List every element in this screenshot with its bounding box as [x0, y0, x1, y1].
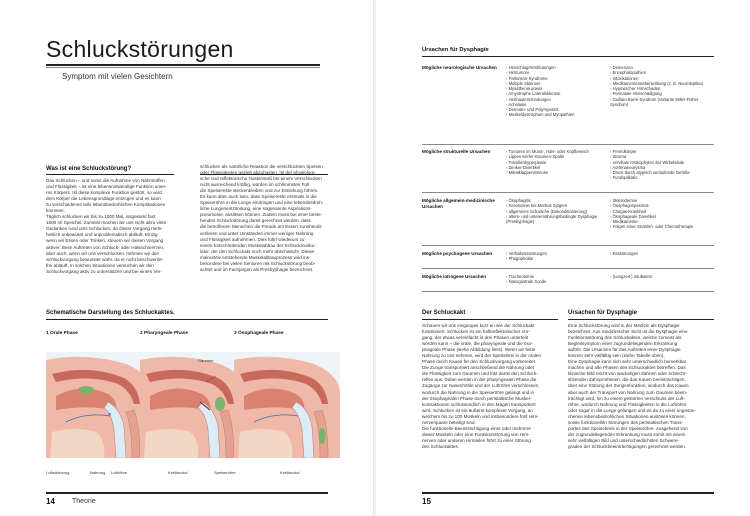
table-cause-item: › alters- und unterernährungsbedingte Dysphagie (Presbyphagie) — [506, 214, 606, 225]
table-cause-item: › Chagas-Krankheit — [610, 209, 714, 214]
body-column-1: Das Schlucken – und somit die Aufnahme von Nährstoffen und Flüssigkeit – ist eine lebensnotwendige Funktion unse- res Körpers. Ist diese komplexe Funktion gestört, so wird dem Körper die Lebensgrundlage entzogen und es kann zu verschiedenen teils lebensbedrohlichen Komplikationen kommen. Täglich schlucken wir bis zu 1000 Mal, insgesamt fast 1500 ml Speichel. Zumeist machen wir uns nicht allzu viele Gedanken rund ums Schlucken, da dieser Vorgang mehr- heitlich unbewusst und unproblematisch abläuft. Einzig wenn wir Essen oder Trinken, steuern wir diesen Vorgang aktiver. Beim Auftreten von Schluck- oder Halsschmerzen, aber auch, wenn wir uns verschlucken, nehmen wir den Schluckvorgang bewusster wahr, da er nicht beschwerde- frei abläuft. In solchen Situationen versuchen wir den Schluckvorgang aktiv zu unterstützen und bei einem Ver- — [46, 178, 167, 274]
table-cause-item: › Hirnschlag/Hirnblutungen — [506, 65, 606, 70]
table-row-causes-right — [610, 198, 714, 230]
table-cause-item: › Verhaltensstörungen — [506, 251, 606, 256]
schluckakt-rule — [422, 319, 558, 320]
table-cause-item: › Intoxikationen — [610, 76, 714, 81]
figure-heading: Schematische Darstellung des Schluckaktes. — [46, 310, 175, 316]
table-row-causes-left — [506, 198, 606, 224]
table-cause-item: › Amyotrophe Lateralsklerose — [506, 91, 606, 96]
table-row — [422, 147, 714, 193]
table-cause-item: › Aortenaneurysma — [610, 165, 714, 170]
table-cause-item: › Muskeldystrophien und Myopathien — [506, 112, 606, 117]
table-cause-item: › Folgen einer Strahlen- oder Chemotherapie — [610, 224, 714, 229]
table-cause-item: › Hirnhautentzündungen — [506, 97, 606, 102]
table-cause-item: › Zenker-Divertikel — [506, 165, 606, 170]
table-row-causes-left — [506, 274, 606, 285]
table-cause-item: › Tracheotomie — [506, 274, 606, 279]
ursachen-text: Eine Schluckstörung wird in der Medizin als Dysphagie bezeichnet. Aus medizinischer Sicht ist die Dysphagie eine Funktionsstörung des Schluckaktes, welche zumeist als Begleitsymptom einer zugrundeliegenden Erkrankung auftritt. Die Ursachen für das Auftreten einer Dysphagie können sehr vielfältig sein (siehe Tabelle oben). Eine Dysphagie kann sich sehr unterschiedlich bemerkbar machen und alle Phasen des Schluckaktes betreffen. Das klinische Bild reicht von wackeligen Zähnen oder schlecht- sitzenden Zahnprothesen, die das Kauen beeinträchtigen; über eine Störung der Zungenfunktion, wodurch das Kauen aber auch der Transport von Nahrung zum Gaumen beein- trächtigt wird, hin zu einem gestörten Verschluss der Luft- röhre, wodurch Nahrung und Flüssigkeiten in die Luftröhre oder sogar in die Lunge gelangen und es da zu einer ungesün- chenen lebensbedrohlichen Situationen auslösen können, sowie funktionellen Störungen des peristaltischen Trans- portes des Speisebreis in der Speiseröhre. Ausgehend von der zugrundeliegenden Erkrankung muss somit mit einem sehr vielfältigen Bild und unterschiedlichsten Schwere- graden der Schluckbeeinträchtigungen gerechnet werden. — [568, 323, 696, 449]
table-cause-item: › Hirntumore — [506, 70, 606, 75]
page-number-right: 15 — [422, 497, 431, 506]
left-page — [0, 0, 374, 516]
phase-3-illustration — [234, 352, 340, 458]
phase-2-label: 2 Pharyngeale Phase — [140, 331, 188, 336]
table-cause-item: › Sklerodermie — [610, 198, 714, 203]
table-cause-item: › Tumoren im Mund-, Hals- oder Kopfbereich — [506, 149, 606, 154]
table-cause-item: › Tonsillenhyperplasie — [506, 160, 606, 165]
body-column-2: schlucken als natürliche Reaktion die verschluckten Speisen oder Flüssigkeiten gezielt abzuhusten. Ist der physiologi- sche und reflektorische Hustenstoß bei einem Verschlucken nicht ausreichend kräftig, würden im schlimmsten Fall die Speisereste steckenbleiben und zur Erstickung führen. Es kann aber auch sein, dass Speisereste erstmals in die Speiseröhre in die Lunge eindringen und eine lebensbedroh- liche Lungenentzündung, eine sogenannte Aspirations- pneumonie, auslösen können. Zudem muss bei einer beste- henden Schluckstörung damit gerechnet werden, dass die betroffenen Menschen die Freude am Essen zunehends verlieren und unter Umständen immer weniger Nahrung und Flüssigkeit aufnehmen. Dies führt wiederum zu einem fortschreitenden Muskelabbau der Schluckmusku- latur, der den Schluckakt noch mehr abschwächt. Dieser malnutritiv entstehende Muskelabbauprozess wird ins- besondere bei vielen Senioren mit Schluckstörung beob- achtet und im Fachjargon als Presbyphagie bezeichnet. — [200, 164, 324, 272]
table-row-causes-right — [610, 149, 714, 181]
table-cause-item: › Ösophagospasmus — [610, 203, 714, 208]
phase-1-illustration — [46, 352, 152, 458]
table-cause-item: › (Langzeit-) Intubation — [610, 274, 714, 279]
table-row — [422, 272, 714, 292]
table-heading: Ursachen für Dysphagie — [422, 47, 489, 53]
table-cause-item: › Medikamentennebenwirkung (z. B. Neuroleptika) — [610, 81, 714, 86]
table-cause-item: › Ösophagitis — [506, 198, 606, 203]
table-row-category: Mögliche strukturelle Ursachen — [422, 149, 491, 154]
ursachen-rule — [568, 319, 714, 320]
caption-luftstroemung: Luftströmung — [46, 470, 70, 475]
table-row-category: Mögliche psychogene Ursachen — [422, 251, 493, 256]
table-row-category: Mögliche neurologische Ursachen — [422, 65, 497, 70]
table-row-category: Mögliche iatrogene Ursachen — [422, 274, 487, 279]
figure-rule — [46, 319, 328, 320]
footer-rule-right — [422, 492, 714, 494]
table-row-causes-right — [610, 274, 714, 279]
ursachen-heading: Ursachen für Dysphagie — [568, 310, 638, 316]
table-cause-item: › Druck durch atypisch verlaufende Gefäße — [610, 170, 714, 175]
table-row-category: Mögliche allgemein-medizinische Ursachen — [422, 198, 495, 209]
table-row — [422, 196, 714, 246]
table-cause-item: › Ösophageale Divertikel — [610, 214, 714, 219]
page-title: Schluckstörungen — [46, 36, 234, 62]
table-top-rule — [422, 56, 714, 57]
table-cause-item: › Multiple Sklerose — [506, 81, 606, 86]
caption-speiseroehre: Speiseröhre — [214, 470, 236, 475]
table-row — [422, 63, 714, 145]
table-cause-item: › Perinatale Hirnschädigung — [610, 91, 714, 96]
table-row-causes-left — [506, 65, 606, 118]
table-cause-item: › Nasogastrale Sonde — [506, 279, 606, 284]
schluckakt-heading: Der Schluckakt — [422, 310, 466, 316]
table-cause-item: › Lippen-Kiefer-Gaumen-Spalte — [506, 154, 606, 159]
table-cause-item: › Struma — [610, 154, 714, 159]
table-cause-item: › Achalasie — [506, 102, 606, 107]
section-rule — [46, 174, 174, 175]
table-cause-item: › Myasthenia gravis — [506, 86, 606, 91]
table-row-causes-right — [610, 65, 714, 107]
table-row-causes-left — [506, 251, 606, 262]
table-cause-item: › zervikale Osteophyten der Wirbelsäule — [610, 160, 714, 165]
title-rule-thin — [46, 67, 320, 68]
table-cause-item: › Phagophobie — [506, 256, 606, 261]
phase-1-label: 1 Orale Phase — [46, 331, 78, 336]
table-cause-item: › Demenzen — [610, 65, 714, 70]
table-cause-item: › Xerostomie bei Morbus Sjögren — [506, 203, 606, 208]
page-number-left: 14 — [46, 497, 55, 506]
table-row-causes-right — [610, 251, 714, 256]
table-row-causes-left — [506, 149, 606, 175]
table-cause-item: › Encephalopathien — [610, 70, 714, 75]
phase-2-illustration — [140, 352, 246, 458]
table-cause-item: › Medikamente — [610, 219, 714, 224]
table-cause-item: › Dermato- und Polymyositis — [506, 107, 606, 112]
table-cause-item: › Fundoplikatio — [610, 175, 714, 180]
table-cause-item: › Parkinson-Syndrome — [506, 76, 606, 81]
table-cause-item: › Mitralklappenstenose — [506, 170, 606, 175]
footer-rule-left — [46, 492, 328, 494]
page-subtitle: Symptom mit vielen Gesichtern — [62, 72, 173, 81]
table-cause-item: › Fremdkörper — [610, 149, 714, 154]
table-cause-item: › Guillain-Barré-Syndrom (Variante Miller-Fisher Syndrom) — [610, 97, 714, 108]
phase-3-label: 3 Ösophageale Phase — [234, 331, 284, 336]
right-page — [376, 0, 750, 516]
caption-gaumen: Gaumen — [198, 358, 214, 363]
page-section-name: Theorie — [72, 498, 96, 505]
caption-kehldeckel-3: Kehldeckel — [280, 470, 300, 475]
title-rule — [46, 64, 320, 66]
table-cause-item: › Essstörungen — [610, 251, 714, 256]
table-row — [422, 249, 714, 269]
caption-kehldeckel-2: Kehldeckel — [168, 470, 188, 475]
caption-nahrung: Nahrung — [90, 470, 106, 475]
table-cause-item: › Hypoxischer Hirnschaden — [610, 86, 714, 91]
table-cause-item: › allgemeine Schwäche (Dekonditionierung) — [506, 209, 606, 214]
caption-luftroehre: Luftröhre — [111, 470, 128, 475]
section-heading: Was ist eine Schluckstörung? — [46, 166, 132, 172]
schluckakt-text: Schauen wir uns einganges kurz an wie der Schluckakt funktioniert. Schlucken ist ein halbreflektorischer Vor- gang, der etwas vereinfacht in drei Phasen unterteilt werden kann – die orale, die pharyngeale und die öso- phageale Phase (siehe Abbildung links). Wenn wir feste Nahrung zu uns nehmen, wird der Speisebrei in der oralen Phase durch Kauen für den Schluckvorgang vorbereitet. Die Zunge transportiert anschließend die Nahrung oder die Flüssigkeit zum Gaumen und löst damit den Schluck- reflex aus. Dabei werden in der pharyngealen Phase die Zugänge zur Nasenhöhle und der Luftröhre verschlossen, wodurch die Nahrung in die Speiseröhre gelangt und in der ösophagealen Phase durch peristaltische Muskel- kontraktionen schlussendlich in den Magen transportiert wird. Schlucken ist ein äußerst komplexer Vorgang, an welchem bis zu 100 Muskeln und insbesondere fünf Hirn- nervenpaare beteiligt sind. Die funktionelle Beeinträchtigung einer oder mehrerer dieser Muskeln oder eine Funktionsstörung von Hirn- nerven oder anderen Hirnteilen führt zu einer Störung des Schluckaktes. — [422, 323, 541, 449]
